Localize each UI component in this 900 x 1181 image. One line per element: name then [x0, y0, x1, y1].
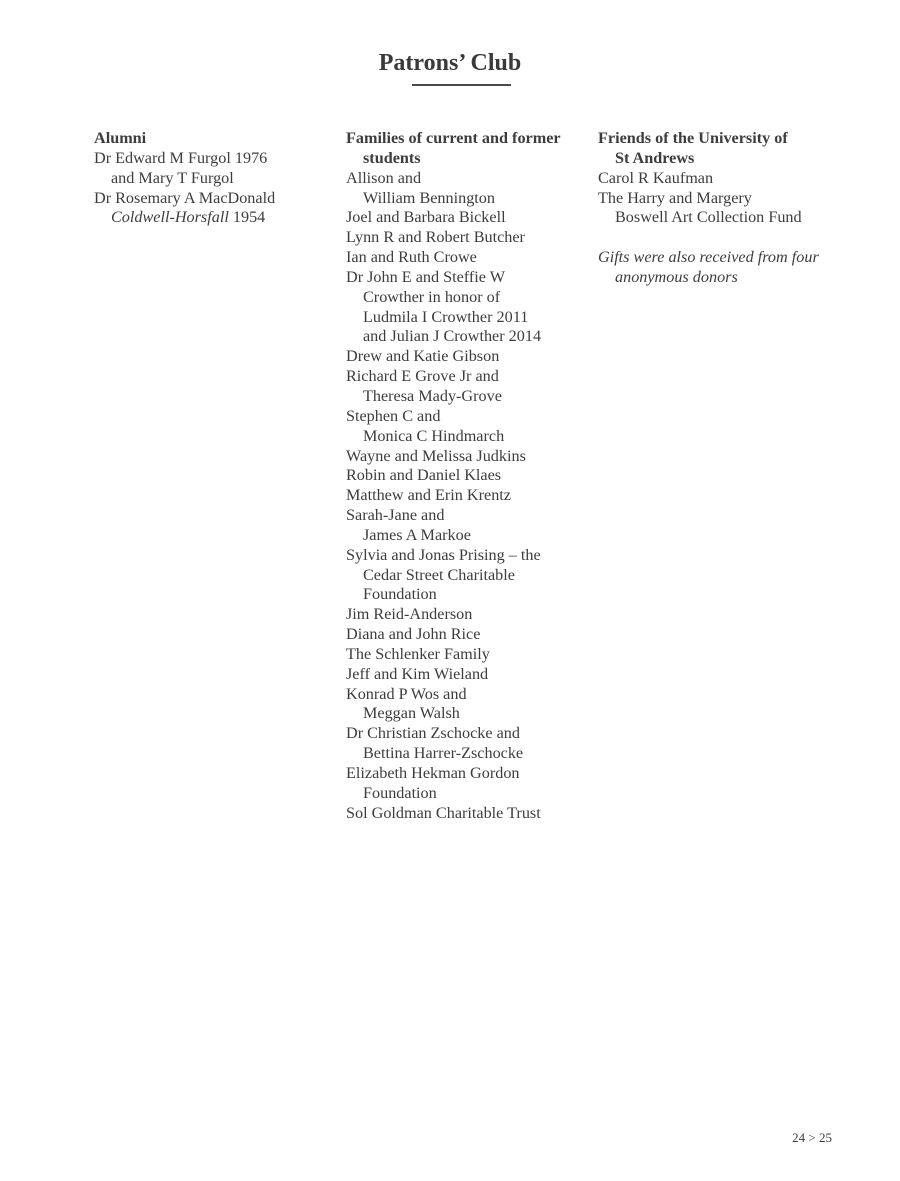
friends-list [598, 169, 838, 229]
heading-line: Friends of the University of [598, 129, 788, 147]
donor-entry [346, 268, 586, 347]
donor-line: Stephen C and [346, 406, 441, 425]
donor-entry [598, 169, 838, 189]
anonymous-note [598, 248, 838, 288]
donor-entry [346, 506, 586, 546]
donor-line: Richard E Grove Jr and [346, 367, 499, 386]
donor-line: Konrad P Wos and [346, 684, 467, 703]
donor-line: Cedar Street Charitable [363, 565, 515, 584]
donor-line: and Julian J Crowther 2014 [363, 327, 542, 346]
title-underline [412, 84, 511, 86]
donor-entry [346, 685, 586, 725]
donor-line: William Bennington [363, 188, 495, 207]
donor-entry [346, 605, 586, 625]
donor-line: Sylvia and Jonas Prising – the [346, 545, 541, 564]
donor-entry [94, 149, 326, 189]
donor-line [111, 208, 326, 228]
donor-line: Lynn R and Robert Butcher [346, 228, 525, 247]
donor-entry [346, 208, 586, 228]
donor-line: Jeff and Kim Wieland [346, 664, 489, 683]
donor-entry [346, 248, 586, 268]
donor-line: Diana and John Rice [346, 625, 481, 644]
donor-line: Dr Edward M Furgol 1976 [94, 148, 268, 167]
donor-line: Ludmila I Crowther 2011 [363, 307, 529, 326]
donor-entry [346, 407, 586, 447]
donor-entry [346, 804, 586, 824]
donor-entry [346, 228, 586, 248]
note-line: anonymous donors [615, 268, 738, 287]
alumni-column [94, 129, 326, 228]
donor-line: Theresa Mady-Grove [363, 386, 502, 405]
heading-line: Families of current and former [346, 129, 561, 147]
donor-line: Robin and Daniel Klaes [346, 466, 502, 485]
donor-line: and Mary T Furgol [111, 168, 234, 187]
donor-line: Joel and Barbara Bickell [346, 208, 506, 227]
graduation-year: 1954 [228, 208, 266, 227]
donor-line: Elizabeth Hekman Gordon [346, 764, 520, 782]
friends-heading [598, 129, 838, 169]
donor-entry [346, 466, 586, 486]
donor-entry [346, 665, 586, 685]
donor-entry [346, 645, 586, 665]
donor-line: The Schlenker Family [346, 644, 490, 663]
donor-line: Foundation [363, 783, 437, 802]
families-list [346, 169, 586, 824]
donor-line: Foundation [363, 585, 437, 604]
families-heading [346, 129, 586, 169]
donor-line: Jim Reid-Anderson [346, 605, 473, 624]
families-column [346, 129, 586, 824]
friends-column [598, 129, 838, 304]
donor-line: Ian and Ruth Crowe [346, 248, 477, 267]
donor-line: Boswell Art Collection Fund [615, 208, 802, 227]
donor-entry [346, 447, 586, 467]
donor-entry [346, 764, 586, 804]
heading-line: students [363, 148, 421, 167]
donor-line: The Harry and Margery [598, 188, 752, 207]
donor-entry [346, 486, 586, 506]
donor-line: Bettina Harrer-Zschocke [363, 744, 524, 763]
donor-line: Crowther in honor of [363, 287, 501, 306]
donor-line: Monica C Hindmarch [363, 426, 505, 445]
donor-entry [346, 169, 586, 209]
donor-line: Allison and [346, 168, 422, 187]
donor-line: Wayne and Melissa Judkins [346, 446, 526, 465]
donor-line: Dr John E and Steffie W [346, 267, 505, 286]
donor-line: Sarah-Jane and [346, 506, 445, 525]
donor-entry [346, 367, 586, 407]
donor-entry [346, 347, 586, 367]
donor-line: Dr Rosemary A MacDonald [94, 188, 276, 207]
donor-line: Carol R Kaufman [598, 168, 714, 187]
donor-entry [346, 625, 586, 645]
donor-entry [598, 189, 838, 229]
note-line: Gifts were also received from four [598, 248, 819, 267]
donor-line: Drew and Katie Gibson [346, 347, 500, 366]
donor-line: James A Markoe [363, 525, 471, 544]
page-number: 24 > 25 [792, 1130, 832, 1145]
donor-line: Sol Goldman Charitable Trust [346, 803, 541, 822]
donor-entry [94, 189, 326, 229]
maiden-name: Coldwell-Horsfall [111, 208, 229, 227]
donor-line: Dr Christian Zschocke and [346, 724, 520, 743]
donor-line: Meggan Walsh [363, 704, 460, 723]
donor-line: Matthew and Erin Krentz [346, 486, 511, 505]
donor-entry [346, 724, 586, 764]
page-title: Patrons’ Club [378, 50, 522, 76]
alumni-heading: Alumni [94, 129, 147, 147]
donor-entry [346, 546, 586, 606]
heading-line: St Andrews [615, 148, 695, 167]
